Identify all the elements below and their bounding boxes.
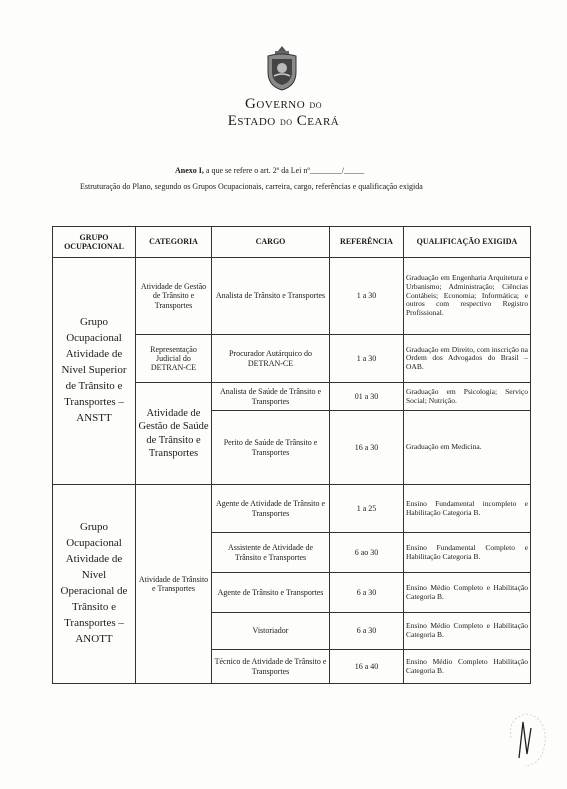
- header-estado: [0, 113, 567, 130]
- reference-cell: 6 a 30: [330, 573, 404, 613]
- header-word: eará: [307, 113, 340, 129]
- reference-cell: 16 a 30: [330, 411, 404, 485]
- annex-text: a que se refere o art. 2º da Lei nº________/_____: [203, 166, 365, 175]
- cargo-cell: Procurador Autárquico do DETRAN-CE: [212, 335, 330, 383]
- reference-cell: 1 a 30: [330, 258, 404, 335]
- header-word: stado: [237, 113, 276, 129]
- cargo-cell: Agente de Trânsito e Transportes: [212, 573, 330, 613]
- header-governo: [0, 96, 567, 113]
- header-small: do: [279, 114, 293, 128]
- cargo-cell: Analista de Saúde de Trânsito e Transportes: [212, 383, 330, 411]
- table-row: [53, 258, 531, 335]
- qualification-cell: Ensino Médio Completo e Habilitação Categoria B.: [404, 613, 531, 650]
- qualification-cell: Ensino Fundamental Completo e Habilitação Categoria B.: [404, 533, 531, 573]
- reference-cell: 6 a 30: [330, 613, 404, 650]
- cargo-cell: Técnico de Atividade de Trânsito e Transportes: [212, 650, 330, 684]
- cargo-cell: Assistente de Atividade de Trânsito e Transportes: [212, 533, 330, 573]
- qualification-cell: Graduação em Medicina.: [404, 411, 531, 485]
- qualification-cell: Ensino Fundamental incompleto e Habilitação Categoria B.: [404, 485, 531, 533]
- annex-subtitle: Estruturação do Plano, segundo os Grupos Ocupacionais, carreira, cargo, referências e qualificação exigida: [80, 182, 423, 191]
- header-grupo: GRUPO OCUPACIONAL: [53, 227, 136, 258]
- cargo-cell: Perito de Saúde de Trânsito e Transportes: [212, 411, 330, 485]
- table-header-row: [53, 227, 531, 258]
- annex-title: [175, 166, 364, 175]
- handwritten-signature: [503, 708, 551, 772]
- table-row: [53, 485, 531, 533]
- qualification-cell: Graduação em Direito, com inscrição na Ordem dos Advogados do Brasil – OAB.: [404, 335, 531, 383]
- positions-table: [52, 226, 531, 684]
- header-cargo: CARGO: [212, 227, 330, 258]
- header-word: overno: [256, 96, 306, 112]
- qualification-cell: Ensino Médio Completo Habilitação Categoria B.: [404, 650, 531, 684]
- cargo-cell: Analista de Trânsito e Transportes: [212, 258, 330, 335]
- cargo-cell: Agente de Atividade de Trânsito e Transportes: [212, 485, 330, 533]
- header-small: do: [309, 97, 322, 111]
- header-letter: E: [227, 113, 238, 129]
- qualification-cell: Graduação em Psicologia; Serviço Social; Nutrição.: [404, 383, 531, 411]
- state-coat-of-arms-icon: [263, 44, 301, 92]
- header-categoria: CATEGORIA: [136, 227, 212, 258]
- header-referencia: REFERÊNCIA: [330, 227, 404, 258]
- category-cell: Atividade de Gestão de Trânsito e Transportes: [136, 258, 212, 335]
- qualification-cell: Graduação em Engenharia Arquitetura e Urbanismo; Administração; Ciências Contábeis; Economia; Informática; e outros com respectivo Registro Profissional.: [404, 258, 531, 335]
- reference-cell: 6 ao 30: [330, 533, 404, 573]
- reference-cell: 1 a 25: [330, 485, 404, 533]
- cargo-cell: Vistoriador: [212, 613, 330, 650]
- category-cell: Representação Judicial do DETRAN-CE: [136, 335, 212, 383]
- group-cell: Grupo Ocupacional Atividade de Nível Operacional de Trânsito e Transportes – ANOTT: [53, 485, 136, 684]
- header-letter: G: [245, 96, 257, 112]
- category-cell: Atividade de Gestão de Saúde de Trânsito e Transportes: [136, 383, 212, 485]
- reference-cell: 01 a 30: [330, 383, 404, 411]
- annex-bold: Anexo I,: [175, 166, 204, 175]
- header-qualificacao: QUALIFICAÇÃO EXIGIDA: [404, 227, 531, 258]
- header-letter: C: [296, 113, 308, 129]
- qualification-cell: Ensino Médio Completo e Habilitação Categoria B.: [404, 573, 531, 613]
- reference-cell: 16 a 40: [330, 650, 404, 684]
- reference-cell: 1 a 30: [330, 335, 404, 383]
- group-cell: Grupo Ocupacional Atividade de Nível Superior de Trânsito e Transportes – ANSTT: [53, 258, 136, 485]
- category-cell: Atividade de Trânsito e Transportes: [136, 485, 212, 684]
